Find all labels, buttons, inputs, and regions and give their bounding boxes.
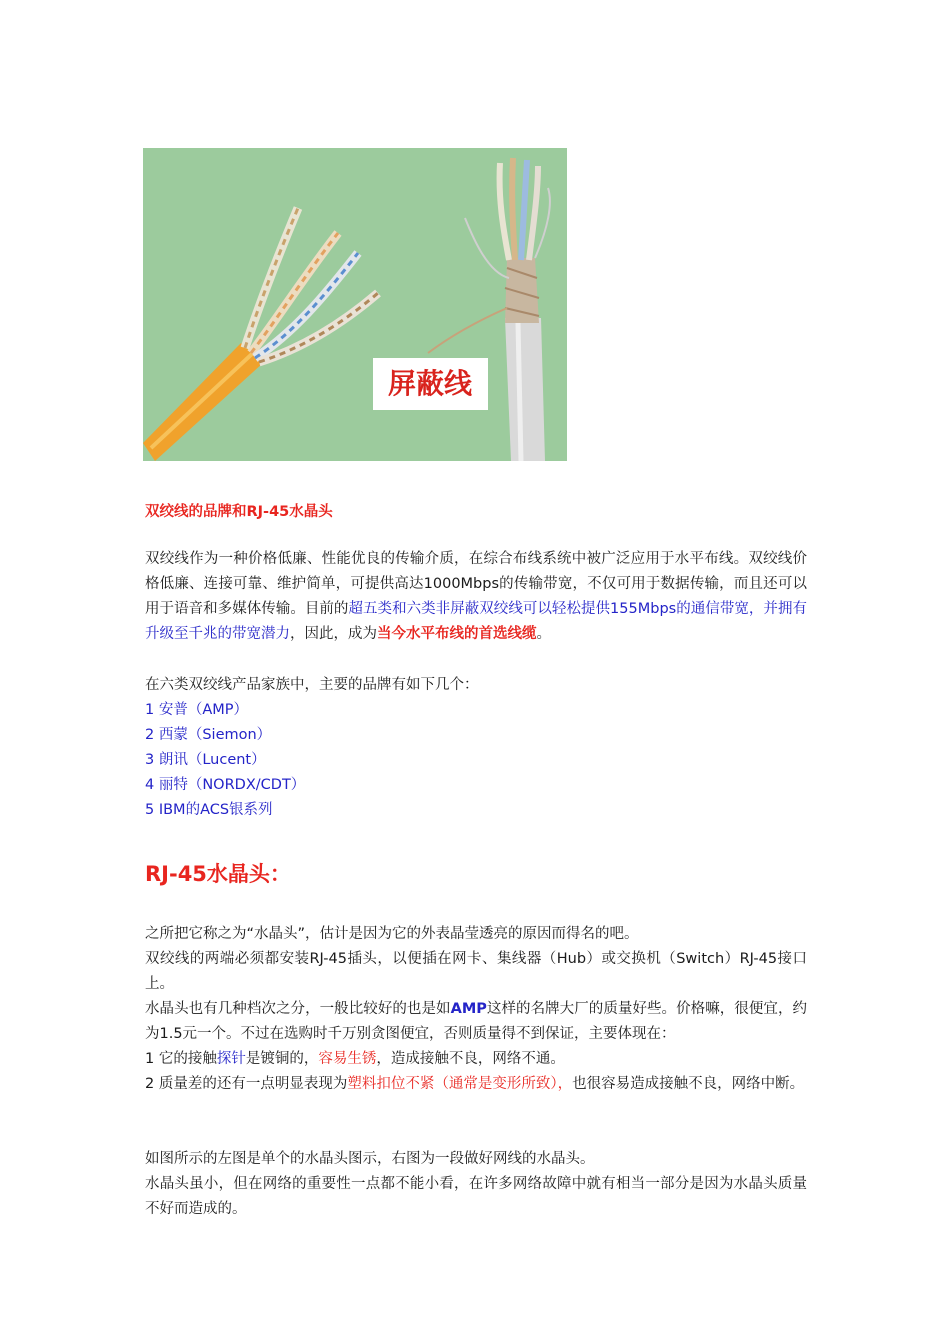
rj45-line-5: 2 质量差的还有一点明显表现为塑料扣位不紧（通常是变形所致），也很容易造成接触不良，网络中断。 bbox=[145, 1076, 805, 1092]
rj45-line-1: 之所把它称之为“水晶头”，估计是因为它的外表晶莹透亮的原因而得名的吧。 bbox=[145, 926, 639, 942]
clip-highlight: 塑料扣位不紧（通常是变形所致）， bbox=[347, 1076, 573, 1092]
closing-line-2: 水晶头虽小，但在网络的重要性一点都不能小看，在许多网络故障中就有相当一部分是因为水晶头质量不好而造成的。 bbox=[145, 1176, 807, 1217]
brands-block bbox=[145, 673, 807, 823]
intro-text-2: ，因此，成为 bbox=[290, 626, 377, 642]
intro-paragraph bbox=[145, 547, 807, 647]
brands-intro: 在六类双绞线产品家族中，主要的品牌有如下几个： bbox=[145, 677, 479, 693]
intro-highlight-blue: 超五类和六类非屏蔽双绞线可以轻松提供155Mbps的通信带宽，并拥有升级至千兆的带宽潜力 bbox=[145, 601, 808, 642]
cable-illustration bbox=[143, 148, 567, 461]
brand-item: 4 丽特（NORDX/CDT） bbox=[145, 777, 306, 793]
rj45-block bbox=[145, 922, 807, 1097]
rj45-line-2: 双绞线的两端必须都安装RJ-45插头，以便插在网卡、集线器（Hub）或交换机（Switch）RJ-45接口上。 bbox=[145, 951, 807, 992]
brand-item: 2 西蒙（Siemon） bbox=[145, 727, 272, 743]
brand-item: 3 朗讯（Lucent） bbox=[145, 752, 266, 768]
closing-block bbox=[145, 1147, 807, 1222]
rj45-heading: RJ-45水晶头： bbox=[145, 862, 291, 886]
intro-text-3: 。 bbox=[536, 626, 551, 642]
amp-highlight: AMP bbox=[450, 1001, 487, 1017]
rj45-line-4: 1 它的接触探针是镀铜的，容易生锈，造成接触不良，网络不通。 bbox=[145, 1051, 565, 1067]
probe-highlight: 探针 bbox=[216, 1051, 246, 1067]
stp-jacket bbox=[505, 318, 545, 461]
intro-paragraph-block bbox=[145, 547, 807, 647]
closing-line-1: 如图所示的左图是单个的水晶头图示，右图为一段做好网线的水晶头。 bbox=[145, 1151, 595, 1167]
brands-heading: 双绞线的品牌和RJ-45水晶头 bbox=[145, 504, 333, 520]
intro-highlight-red: 当今水平布线的首选线缆 bbox=[377, 626, 537, 642]
rust-highlight: 容易生锈 bbox=[318, 1051, 377, 1067]
cable-photo bbox=[143, 148, 567, 461]
rj45-line-3: 水晶头也有几种档次之分，一般比较好的也是如AMP这样的名牌大厂的质量好些。价格嘛，很便宜，约为1.5元一个。不过在选购时千万别贪图便宜，否则质量得不到保证，主要体现在： bbox=[145, 1001, 808, 1042]
intro-text: 双绞线作为一种价格低廉、性能优良的传输介质，在综合布线系统中被广泛应用于水平布线。双绞线价格低廉、连接可靠、维护简单，可提供高达1000Mbps的传输带宽，不仅可用于数据传输，而且还可以用于语音和多媒体传输。目前的 bbox=[145, 551, 807, 617]
brand-item: 1 安普（AMP） bbox=[145, 702, 249, 718]
figure-label: 屏蔽线 bbox=[387, 367, 473, 400]
brand-item: 5 IBM的ACS银系列 bbox=[145, 802, 273, 818]
